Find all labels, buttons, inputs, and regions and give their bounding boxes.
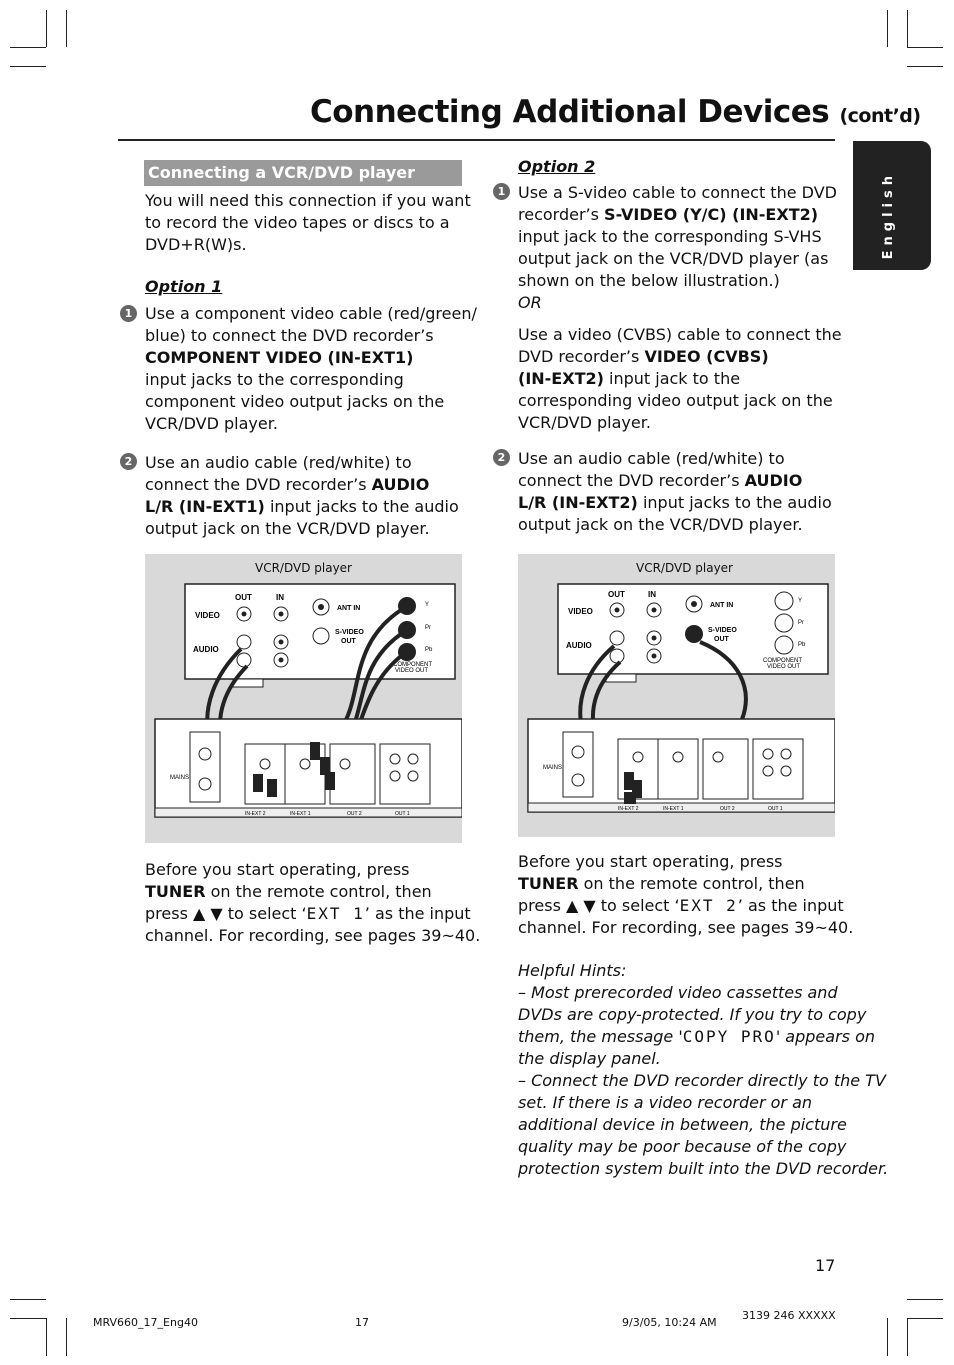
crop-mark xyxy=(907,1318,943,1319)
crop-mark xyxy=(46,10,47,47)
page-number: 17 xyxy=(815,1256,836,1275)
label-s-video: S-VIDEO xyxy=(335,629,364,636)
crop-mark xyxy=(66,1318,67,1356)
label-pr: Pr xyxy=(798,620,804,626)
crop-mark xyxy=(46,1318,47,1356)
step-number: 2 xyxy=(120,453,137,470)
step-number: 1 xyxy=(120,305,137,322)
label-mains: MAINS xyxy=(170,775,190,781)
helpful-hints: Helpful Hints: – Most prerecorded video cassettes and DVDs are copy-protected. If you try to copy them, the message 'COPY PRO' appears on the display panel. – Connect the DVD recorder directly to the TV set. If there is a video recorder or an additional device in between, the picture quality may be poor because of the copy protection system built into the DVD recorder. xyxy=(518,961,889,1178)
label-ant-in: ANT IN xyxy=(337,605,361,612)
footer-file: MRV660_17_Eng40 xyxy=(93,1316,198,1329)
label-pr: Pr xyxy=(425,625,431,631)
before-operating-text-2: Before you start operating, press TUNER on the remote control, then press ▲ ▼ to select ‘EXT 2’ as the input channel. For recording, see pages 39~40. xyxy=(518,852,854,937)
label-audio: AUDIO xyxy=(566,641,592,650)
title-rule xyxy=(118,139,835,141)
language-label: English xyxy=(881,171,896,260)
step-number: 1 xyxy=(493,183,510,200)
label-y: Y xyxy=(425,602,430,608)
crop-mark xyxy=(887,10,888,47)
step-number: 2 xyxy=(493,449,510,466)
title-suffix: (cont’d) xyxy=(839,105,921,127)
label-out2: OUT 2 xyxy=(347,811,362,817)
display-text-copy-pro: COPY PRO xyxy=(682,1027,776,1046)
connection-diagram-option-2 xyxy=(518,554,835,837)
label-in-ext1: IN-EXT 1 xyxy=(663,806,684,812)
language-tab xyxy=(853,141,931,270)
before-operating-text-1: Before you start operating, press TUNER on the remote control, then press ▲ ▼ to select ‘EXT 1’ as the input channel. For recording, see pages 39~40. xyxy=(145,860,481,945)
figure-caption: VCR/DVD player xyxy=(255,561,352,575)
label-in-ext1: IN-EXT 1 xyxy=(290,811,311,817)
section-heading: Connecting a VCR/DVD player xyxy=(144,160,462,186)
crop-mark xyxy=(10,1299,46,1300)
label-out2: OUT 2 xyxy=(720,806,735,812)
step-1-text: Use a component video cable (red/green/ blue) to connect the DVD recorder’s COMPONENT VIDEO (IN-EXT1) input jacks to the corresponding component video output jacks on the VCR/DVD player. xyxy=(145,304,477,433)
crop-mark xyxy=(907,47,943,48)
label-component: COMPONENT xyxy=(763,658,802,664)
label-ant-in: ANT IN xyxy=(710,602,734,609)
connection-diagram-option-1 xyxy=(145,554,462,843)
footer-code: 3139 246 XXXXX xyxy=(742,1309,836,1322)
label-out1: OUT 1 xyxy=(395,811,410,817)
crop-mark xyxy=(907,1318,908,1356)
crop-mark xyxy=(66,10,67,47)
display-text-ext2: EXT 2 xyxy=(679,896,738,915)
option-2-label: Option 2 xyxy=(518,157,596,176)
label-video: VIDEO xyxy=(568,607,593,616)
label-y: Y xyxy=(798,598,803,604)
label-video-out: VIDEO OUT xyxy=(395,668,429,674)
label-out1: OUT 1 xyxy=(768,806,783,812)
crop-mark xyxy=(10,66,46,67)
label-out: OUT xyxy=(608,590,625,599)
label-in: IN xyxy=(276,593,284,602)
label-video: VIDEO xyxy=(195,611,220,620)
label-s-video-out: OUT xyxy=(714,636,729,643)
label-audio: AUDIO xyxy=(193,645,219,654)
option-2-step-1-text: Use a S-video cable to connect the DVD recorder’s S-VIDEO (Y/C) (IN-EXT2) input jack to the corresponding S-VHS output jack on the VCR/DVD player (as shown on the below illustration.) OR xyxy=(518,183,837,312)
label-in-ext2: IN-EXT 2 xyxy=(618,806,639,812)
option-2-step-2-text: Use an audio cable (red/white) to connect the DVD recorder’s AUDIO L/R (IN-EXT2) input jacks to the audio output jack on the VCR/DVD player. xyxy=(518,449,832,534)
label-s-video: S-VIDEO xyxy=(708,627,737,634)
page-title: Connecting Additional Devices (cont’d) xyxy=(310,94,921,130)
label-pb: Pb xyxy=(798,642,806,648)
step-2-text: Use an audio cable (red/white) to connect the DVD recorder’s AUDIO L/R (IN-EXT1) input jacks to the audio output jack on the VCR/DVD player. xyxy=(145,453,459,538)
intro-text: You will need this connection if you want to record the video tapes or discs to a DVD+R(W)s. xyxy=(145,191,471,254)
crop-mark xyxy=(10,47,46,48)
label-video-out: VIDEO OUT xyxy=(767,664,801,670)
option-1-label: Option 1 xyxy=(145,277,223,296)
option-2-alt-text: Use a video (CVBS) cable to connect the DVD recorder’s VIDEO (CVBS) (IN-EXT2) input jack to the corresponding video output jack on the VCR/DVD player. xyxy=(518,325,842,432)
label-s-video-out: OUT xyxy=(341,638,356,645)
label-in: IN xyxy=(648,590,656,599)
crop-mark xyxy=(907,1299,943,1300)
crop-mark xyxy=(907,10,908,47)
crop-mark xyxy=(887,1318,888,1356)
crop-mark xyxy=(10,1318,46,1319)
label-in-ext2: IN-EXT 2 xyxy=(245,811,266,817)
label-pb: Pb xyxy=(425,647,433,653)
label-out: OUT xyxy=(235,593,252,602)
display-text-ext1: EXT 1 xyxy=(306,904,365,923)
footer-page: 17 xyxy=(355,1316,369,1329)
figure-caption: VCR/DVD player xyxy=(636,561,733,575)
footer-date: 9/3/05, 10:24 AM xyxy=(622,1316,717,1329)
label-component: COMPONENT xyxy=(393,662,432,668)
label-mains: MAINS xyxy=(543,765,563,771)
crop-mark xyxy=(907,66,943,67)
